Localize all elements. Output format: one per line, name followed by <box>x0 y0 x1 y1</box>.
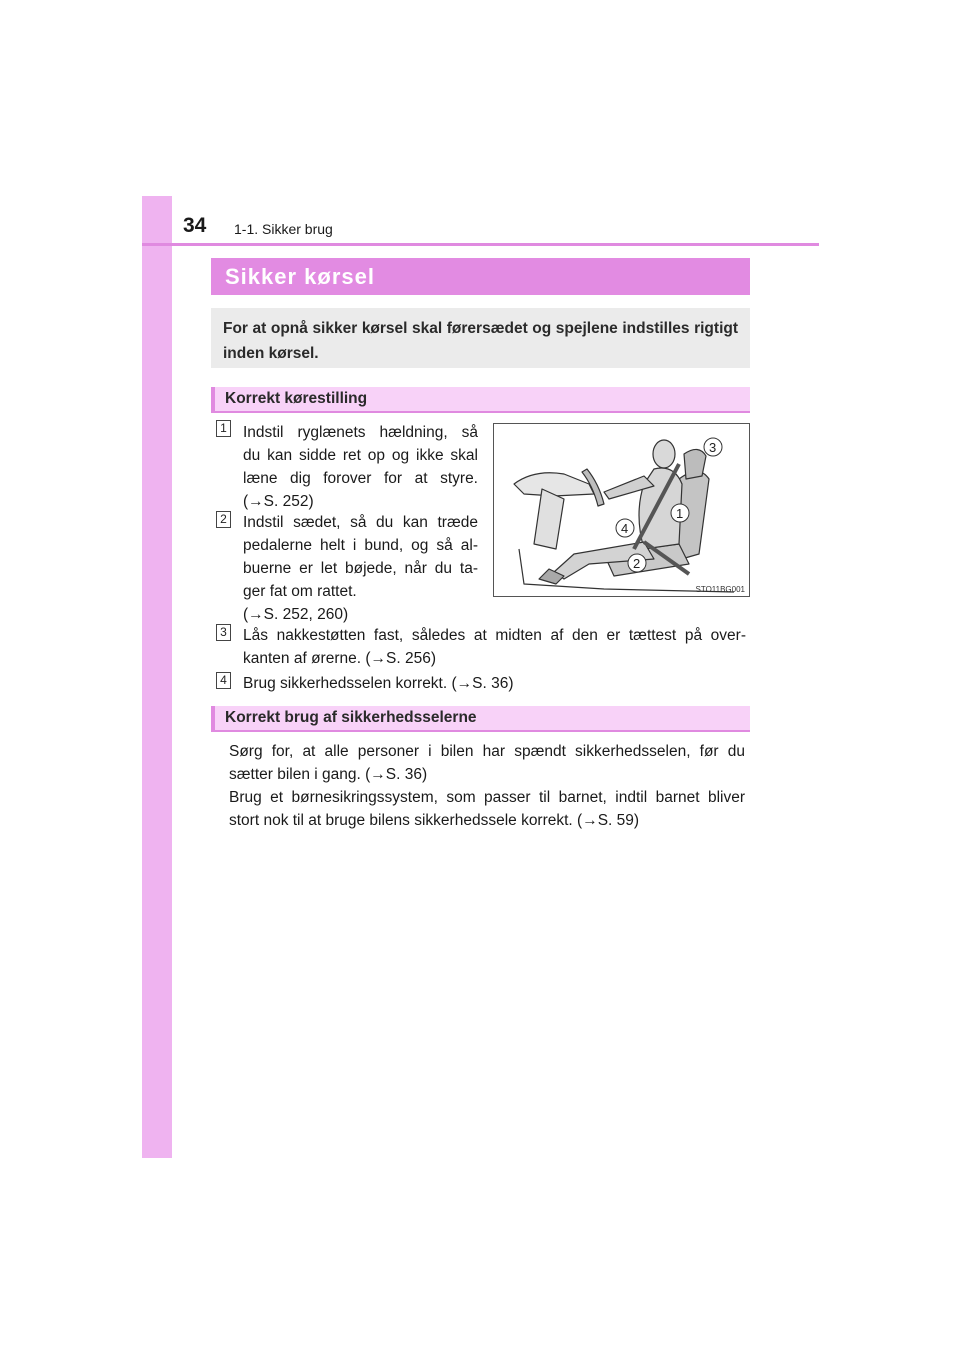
page-number: 34 <box>183 214 207 237</box>
section-heading-seatbelts: Korrekt brug af sikkerhedsselerne <box>211 706 750 732</box>
section-heading-driving-position: Korrekt kørestilling <box>211 387 750 413</box>
callout-1: 1 <box>676 506 684 521</box>
item-number-4: 4 <box>216 672 231 689</box>
item-3-text: Lås nakkestøtten fast, således at midten af den er tættest på over- kanten af ørerne. (→S. 256) <box>243 627 746 667</box>
item-1-text: Indstil ryglænets hældning, så du kan sidde ret op og ikke skal læne dig forover for at styre. (→S. 252) <box>243 424 478 510</box>
header-rule <box>142 243 819 246</box>
sidebar-tab <box>142 196 172 1158</box>
intro-box: For at opnå sikker kørsel skal førersædet og spejlene indstilles rigtigt inden kørsel. <box>211 308 750 368</box>
figure-code: STO11BG001 <box>695 585 745 594</box>
callout-2: 2 <box>633 556 641 571</box>
driving-position-illustration <box>493 423 750 597</box>
section-label: 1-1. Sikker brug <box>234 221 333 237</box>
item-4-text: Brug sikkerhedsselen korrekt. (→S. 36) <box>243 675 514 692</box>
item-number-2: 2 <box>216 511 231 528</box>
item-number-3: 3 <box>216 624 231 641</box>
driver-seat-icon <box>494 424 750 597</box>
callout-3: 3 <box>709 440 717 455</box>
callout-4: 4 <box>621 521 629 536</box>
item-number-1: 1 <box>216 420 231 437</box>
seatbelt-paragraph: Sørg for, at alle personer i bilen har spændt sikkerhedsselen, før du sætter bilen i gang. (→S. 36) Brug et børnesikringssystem, som passer til barnet, indtil barnet bliver stort nok til at bruge bilens sikkerhedssele korrekt. (→S. 59) <box>229 743 745 829</box>
page-title-bar <box>211 258 750 295</box>
page-title: Sikker kørsel <box>225 263 375 289</box>
item-2-text: Indstil sædet, så du kan træde pedalerne helt i bund, og så al- buerne er let bøjede, når du ta- ger fat om rattet. (→S. 252, 260) <box>243 514 478 623</box>
